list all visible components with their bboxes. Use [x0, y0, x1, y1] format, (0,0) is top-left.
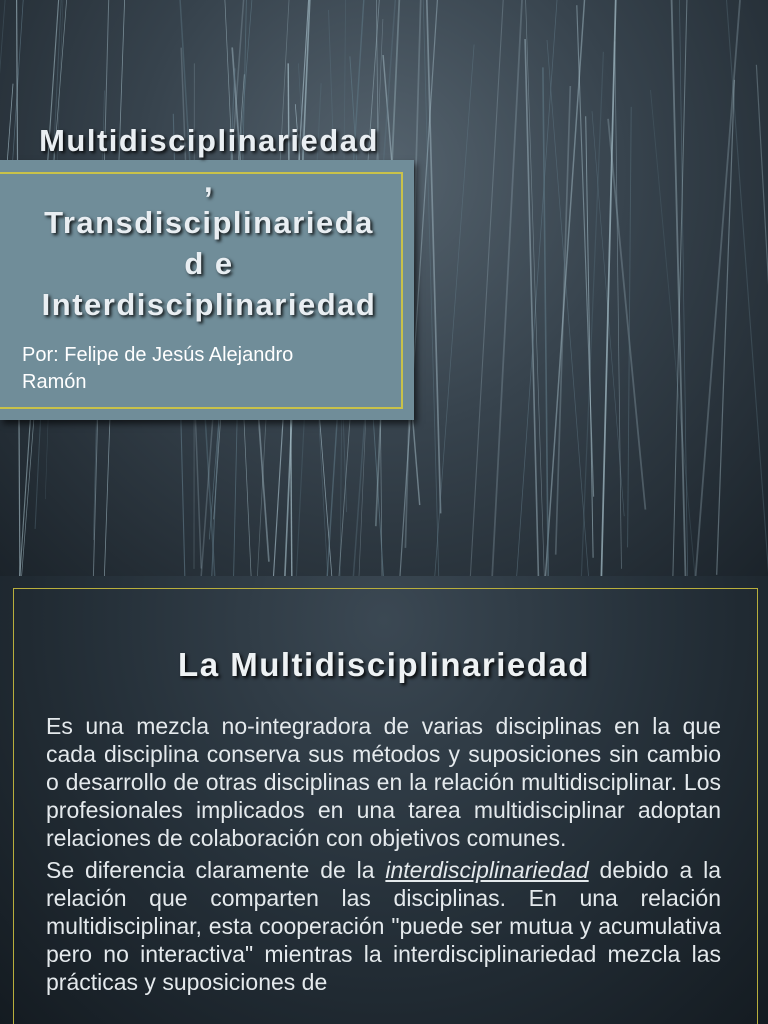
decorative-line	[435, 45, 474, 577]
paragraph-text: debido a la relación que comparten las disciplinas. En una relación multidisciplinar, esta cooperación "puede ser mutua y acumulativa pero no interactiva" mientras la interdisciplinariedad mezcla las prácticas y suposiciones de	[46, 857, 721, 995]
title-line: Multidisciplinariedad	[39, 123, 379, 158]
decorative-line	[423, 0, 439, 576]
paragraph-text: Se diferencia claramente de la	[46, 857, 386, 883]
author-line: Por: Felipe de Jesús Alejandro	[22, 344, 294, 366]
decorative-line	[717, 80, 735, 575]
title-line: Transdisciplinarieda	[44, 205, 374, 240]
decorative-line	[608, 119, 645, 510]
decorative-line	[427, 0, 441, 513]
title-line: d e	[184, 246, 234, 281]
decorative-line	[601, 0, 615, 576]
decorative-line	[577, 5, 594, 497]
decorative-line	[546, 0, 585, 576]
slide-content	[0, 576, 768, 1024]
title-line: ,	[203, 164, 215, 199]
decorative-line	[525, 39, 538, 576]
decorative-line	[526, 0, 545, 576]
paragraph: Es una mezcla no-integradora de varias disciplinas en la que cada disciplina conserva sus métodos y suposiciones sin cambio o desarrollo de otras disciplinas en la relación multidisciplinar. Los profesionales implicados en una tarea multidisciplinar adoptan relaciones de colaboración con objetivos comunes.	[46, 713, 721, 851]
author-line: Ramón	[22, 371, 87, 393]
decorative-line	[543, 67, 548, 576]
title-line: Interdisciplinariedad	[41, 287, 377, 322]
decorative-line	[756, 65, 768, 576]
decorative-line	[696, 0, 740, 576]
decorative-line	[673, 0, 687, 576]
decorative-line	[651, 90, 696, 576]
author-subtitle	[22, 342, 392, 396]
body-text	[46, 712, 721, 1000]
slide-title-text	[24, 120, 394, 325]
decorative-line	[615, 41, 622, 568]
decorative-line	[470, 0, 503, 576]
slide-heading: La Multidisciplinariedad	[178, 646, 590, 683]
emphasis-link[interactable]: interdisciplinariedad	[385, 857, 589, 883]
decorative-line	[547, 40, 589, 576]
decorative-line	[492, 0, 522, 576]
paragraph	[46, 856, 721, 996]
